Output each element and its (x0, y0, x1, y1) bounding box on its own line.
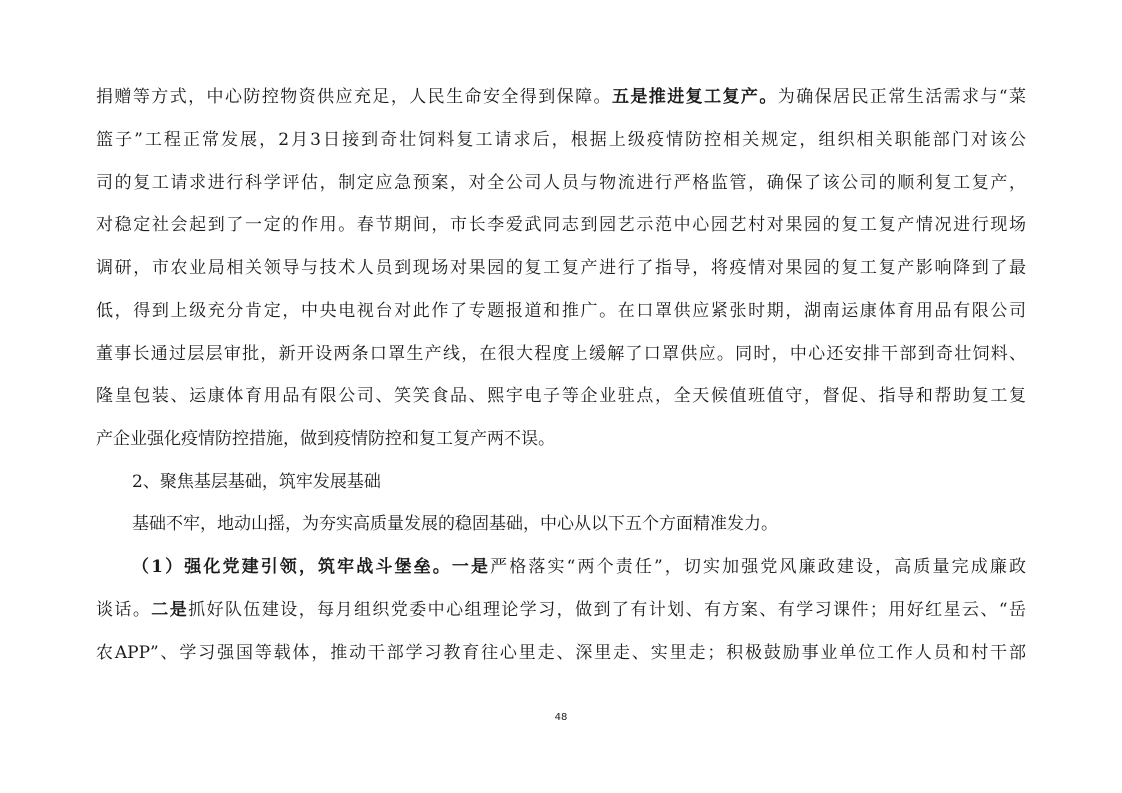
section-heading (132, 467, 1026, 497)
text-segment-bold: 二是 (151, 600, 189, 620)
text-segment: 产企业强化疫情防控措施，做到疫情防控和复工复产两不误。 (96, 429, 555, 449)
text-segment: 董事长通过层层审批，新开设两条口罩生产线，在很大程度上缓解了口罩供应。同时，中心还安排干部到奇壮饲料、 (96, 344, 1026, 364)
text-line (96, 210, 1026, 240)
text-segment: 隆皇包装、运康体育用品有限公司、笑笑食品、熙宇电子等企业驻点，全天候值班值守，督促、指导和帮助复工复 (96, 386, 1026, 406)
page-number: 48 (554, 712, 568, 723)
text-line (96, 82, 1026, 112)
text-segment: 2、聚焦基层基础，筑牢发展基础 (132, 472, 381, 492)
text-segment-bold: （1）强化党建引领，筑牢战斗堡垒。一是 (132, 557, 491, 577)
text-line (96, 424, 1026, 454)
text-line (96, 296, 1026, 326)
text-segment: 严格落实“两个责任”，切实加强党风廉政建设，高质量完成廉政 (490, 557, 1026, 577)
text-line (96, 125, 1026, 155)
text-segment: 抓好队伍建设，每月组织党委中心组理论学习，做到了有计划、有方案、有学习课件；用好红星云、“岳 (188, 600, 1026, 620)
text-segment: 调研，市农业局相关领导与技术人员到现场对果园的复工复产进行了指导，将疫情对果园的复工复产影响降到了最 (96, 258, 1026, 278)
text-line (96, 595, 1026, 625)
text-line (96, 168, 1026, 198)
text-segment: 司的复工请求进行科学评估，制定应急预案，对全公司人员与物流进行严格监管，确保了该公司的顺利复工复产， (96, 173, 1026, 193)
text-line (132, 552, 1026, 582)
text-line (96, 381, 1026, 411)
text-segment: 农APP”、学习强国等载体，推动干部学习教育往心里走、深里走、实里走；积极鼓励事业单位工作人员和村干部 (96, 643, 1026, 663)
text-segment: 篮子”工程正常发展，2月3日接到奇壮饲料复工请求后，根据上级疫情防控相关规定，组织相关职能部门对该公 (96, 130, 1026, 150)
text-segment: 捐赠等方式，中心防控物资供应充足，人民生命安全得到保障。 (96, 87, 612, 107)
text-line (96, 638, 1026, 668)
text-segment: 对稳定社会起到了一定的作用。春节期间，市长李爱武同志到园艺示范中心园艺村对果园的复工复产情况进行现场 (96, 215, 1026, 235)
text-line (96, 253, 1026, 283)
text-segment-bold: 五是推进复工复产。 (611, 87, 778, 107)
text-line (132, 509, 1026, 539)
text-segment: 为确保居民正常生活需求与“菜 (777, 87, 1026, 107)
text-segment: 谈话。 (96, 600, 152, 620)
text-segment: 低，得到上级充分肯定，中央电视台对此作了专题报道和推广。在口罩供应紧张时期，湖南运康体育用品有限公司 (96, 301, 1026, 321)
text-segment: 基础不牢，地动山摇，为夯实高质量发展的稳固基础，中心从以下五个方面精准发力。 (132, 514, 778, 534)
text-line (96, 339, 1026, 369)
